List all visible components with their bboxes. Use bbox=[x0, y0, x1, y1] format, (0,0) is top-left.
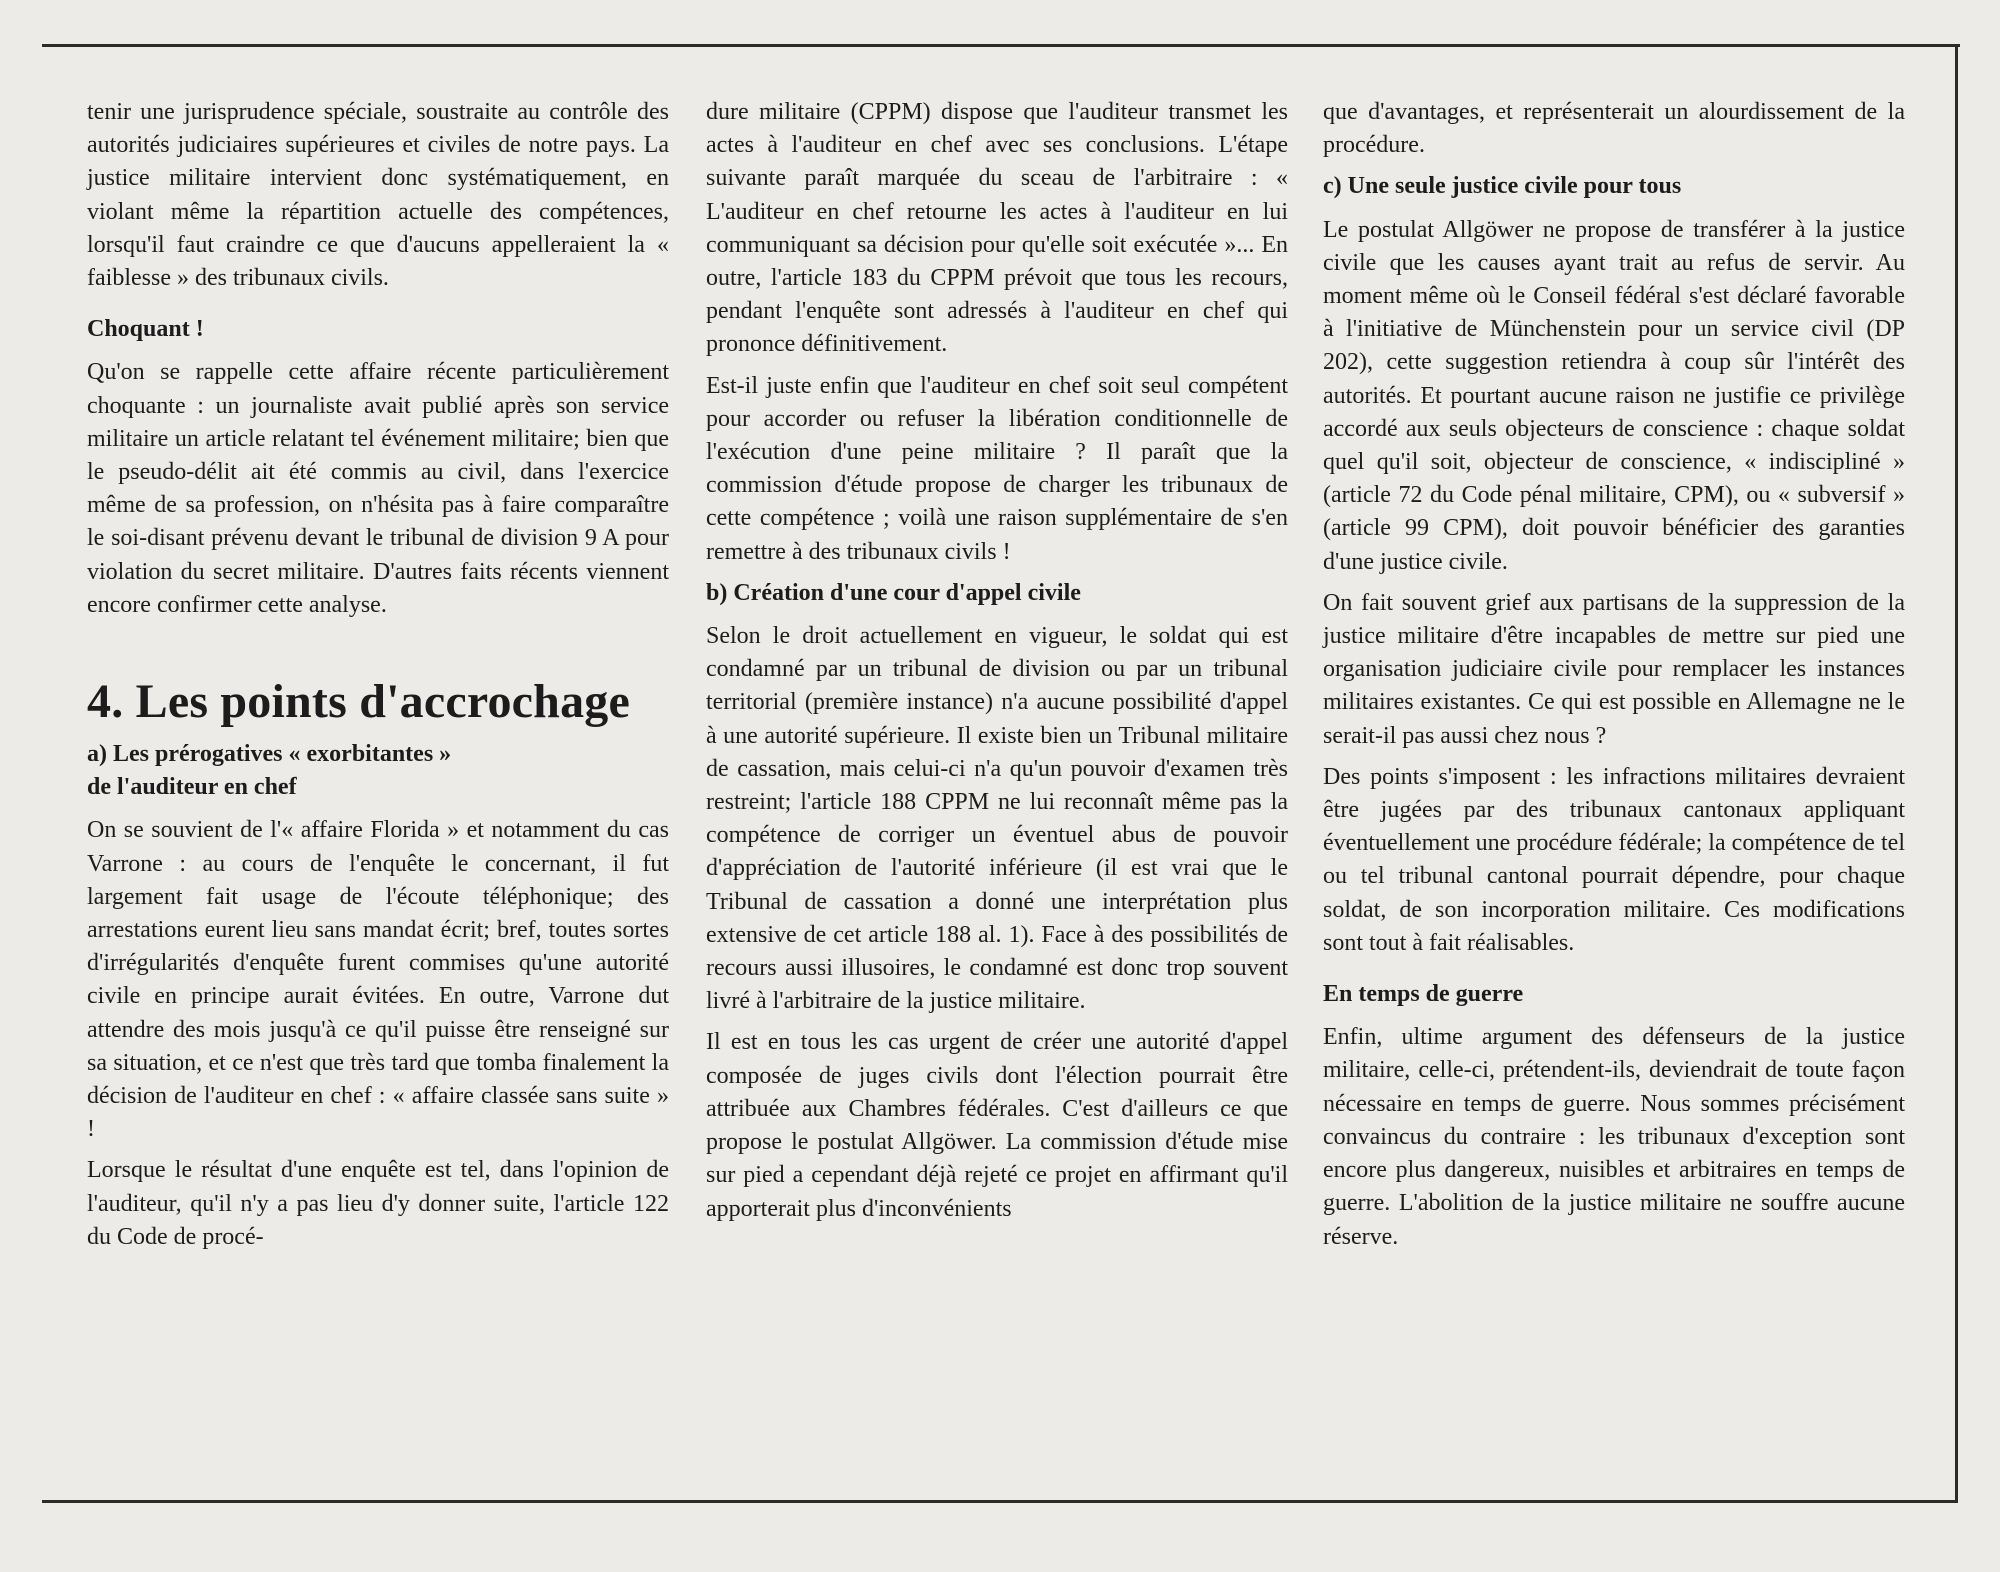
paragraph: Lorsque le résultat d'une enquête est tel, dans l'opinion de l'auditeur, qu'il n'y a pas lieu d'y donner suite, l'article 122 du Code de procé- bbox=[87, 1157, 669, 1250]
subheading-en-temps-de-guerre: En temps de guerre bbox=[1323, 981, 1524, 1008]
frame-top-rule bbox=[42, 44, 1960, 47]
paragraph: Le postulat Allgöwer ne propose de transférer à la justice civile que les causes ayant trait au refus de servir. Au moment même où le Conseil fédéral s'est déclaré favorable à l'initiative de Münchenstein pour un service civil (DP 202), cette suggestion retiendra à coup sûr l'intérêt des autorités. Et pourtant aucune raison ne justifie ce privilège accordé aux seuls objecteurs de conscience : chaque soldat quel qu'il soit, objecteur de conscience, « indiscipliné » (article 72 du Code pénal militaire, CPM), ou « subversif » (article 99 CPM), doit pouvoir bénéficier des garanties d'une justice civile. bbox=[1323, 216, 1905, 575]
subheading-choquant: Choquant ! bbox=[87, 316, 204, 343]
paragraph: Il est en tous les cas urgent de créer une autorité d'appel composée de juges civils dont l'élection pourrait être attribuée aux Chambres fédérales. C'est d'ailleurs ce que propose le postulat Allgöwer. La commission d'étude mise sur pied a cependant déjà rejeté ce projet en affirmant qu'il apporterait plus d'inconvénients bbox=[706, 1029, 1288, 1222]
subheading-b: b) Création d'une cour d'appel civile bbox=[706, 579, 1081, 606]
paragraph: tenir une jurisprudence spéciale, soustraite au contrôle des autorités judiciaires supérieures et civiles de notre pays. La justice militaire intervient donc systématiquement, en violant même la répartition actuelle des compétences, lorsqu'il faut craindre ce que d'aucuns appelleraient la « faiblesse » des tribunaux civils. bbox=[87, 99, 669, 292]
paragraph: Est-il juste enfin que l'auditeur en chef soit seul compétent pour accorder ou refuser la libération conditionnelle de l'exécution d'une peine militaire ? Il paraît que la commission d'étude propose de charger les tribunaux de cette compétence ; voilà une raison supplémentaire de s'en remettre à des tribunaux civils ! bbox=[706, 372, 1288, 565]
paragraph: Des points s'imposent : les infractions militaires devraient être jugées par des tribunaux cantonaux appliquant éventuellement une procédure fédérale; la compétence de tel ou tel tribunal cantonal pourrait dépendre, pour chaque soldat, de son incorporation militaire. Ces modifications sont tout à fait réalisables. bbox=[1323, 763, 1905, 956]
frame-bottom-rule bbox=[42, 1500, 1958, 1503]
paragraph: Qu'on se rappelle cette affaire récente particulièrement choquante : un journaliste avait publié après son service militaire un article relatant tel événement militaire; bien que le pseudo-délit ait été commis au civil, dans l'exercice même de sa profession, on n'hésita pas à faire comparaître le soi-disant prévenu devant le tribunal de division 9 A pour violation du secret militaire. D'autres faits récents viennent encore confirmer cette analyse. bbox=[87, 359, 669, 618]
subheading-a-line-1: a) Les prérogatives « exorbitantes » bbox=[87, 741, 452, 768]
subheading-a bbox=[87, 738, 669, 804]
text-column-2 bbox=[706, 96, 1288, 1234]
paragraph: On fait souvent grief aux partisans de la suppression de la justice militaire d'être incapables de mettre sur pied une organisation judiciaire civile pour remplacer les instances militaires existantes. Ce qui est possible en Allemagne ne le serait-il pas aussi chez nous ? bbox=[1323, 589, 1905, 749]
text-column-3 bbox=[1323, 96, 1905, 1262]
paragraph: que d'avantages, et représenterait un alourdissement de la procédure. bbox=[1323, 99, 1905, 159]
subheading-a-line-2: de l'auditeur en chef bbox=[87, 774, 297, 801]
paragraph: Selon le droit actuellement en vigueur, le soldat qui est condamné par un tribunal de division ou par un tribunal territorial (première instance) n'a aucune possibilité d'appel à une autorité supérieure. Il existe bien un Tribunal militaire de cassation, mais celui-ci n'a qu'un pouvoir d'examen très restreint; l'article 188 CPPM ne lui reconnaît même pas la compétence de corriger un éventuel abus de pouvoir d'appréciation de l'autorité inférieure (il est vrai que le Tribunal de cassation a donné une interprétation plus extensive de cet article 188 al. 1). Face à des possibilités de recours aussi illusoires, le condamné est donc trop souvent livré à l'arbitraire de la justice militaire. bbox=[706, 623, 1288, 1015]
paragraph: On se souvient de l'« affaire Florida » et notamment du cas Varrone : au cours de l'enquête le concernant, il fut largement fait usage de l'écoute téléphonique; des arrestations eurent lieu sans mandat écrit; bref, toutes sortes d'irrégularités d'enquête furent commises qu'une autorité civile en principe aurait évitées. En outre, Varrone dut attendre des mois jusqu'à ce qu'il puisse être renseigné sur sa situation, et ce n'est que très tard que tomba finalement la décision de l'auditeur en chef : « affaire classée sans suite » ! bbox=[87, 817, 669, 1143]
frame-right-rule bbox=[1955, 44, 1958, 1502]
paragraph: dure militaire (CPPM) dispose que l'auditeur transmet les actes à l'auditeur en chef avec ses conclusions. L'étape suivante paraît marquée du sceau de l'arbitraire : « L'auditeur en chef retourne les actes à l'auditeur en lui communiquant sa décision pour qu'elle soit exécutée »... En outre, l'article 183 du CPPM prévoit que tous les recours, pendant l'enquête sont adressés à l'auditeur en chef qui prononce définitivement. bbox=[706, 99, 1288, 358]
text-column-1 bbox=[87, 96, 669, 1262]
paragraph: Enfin, ultime argument des défenseurs de la justice militaire, celle-ci, prétendent-ils, deviendrait de toute façon nécessaire en temps de guerre. Nous sommes précisément convaincus du contraire : les tribunaux d'exception sont encore plus dangereux, nuisibles et arbitraires en temps de guerre. L'abolition de la justice militaire ne souffre aucune réserve. bbox=[1323, 1024, 1905, 1250]
subheading-c: c) Une seule justice civile pour tous bbox=[1323, 173, 1682, 200]
section-title: 4. Les points d'accrochage bbox=[87, 675, 630, 729]
